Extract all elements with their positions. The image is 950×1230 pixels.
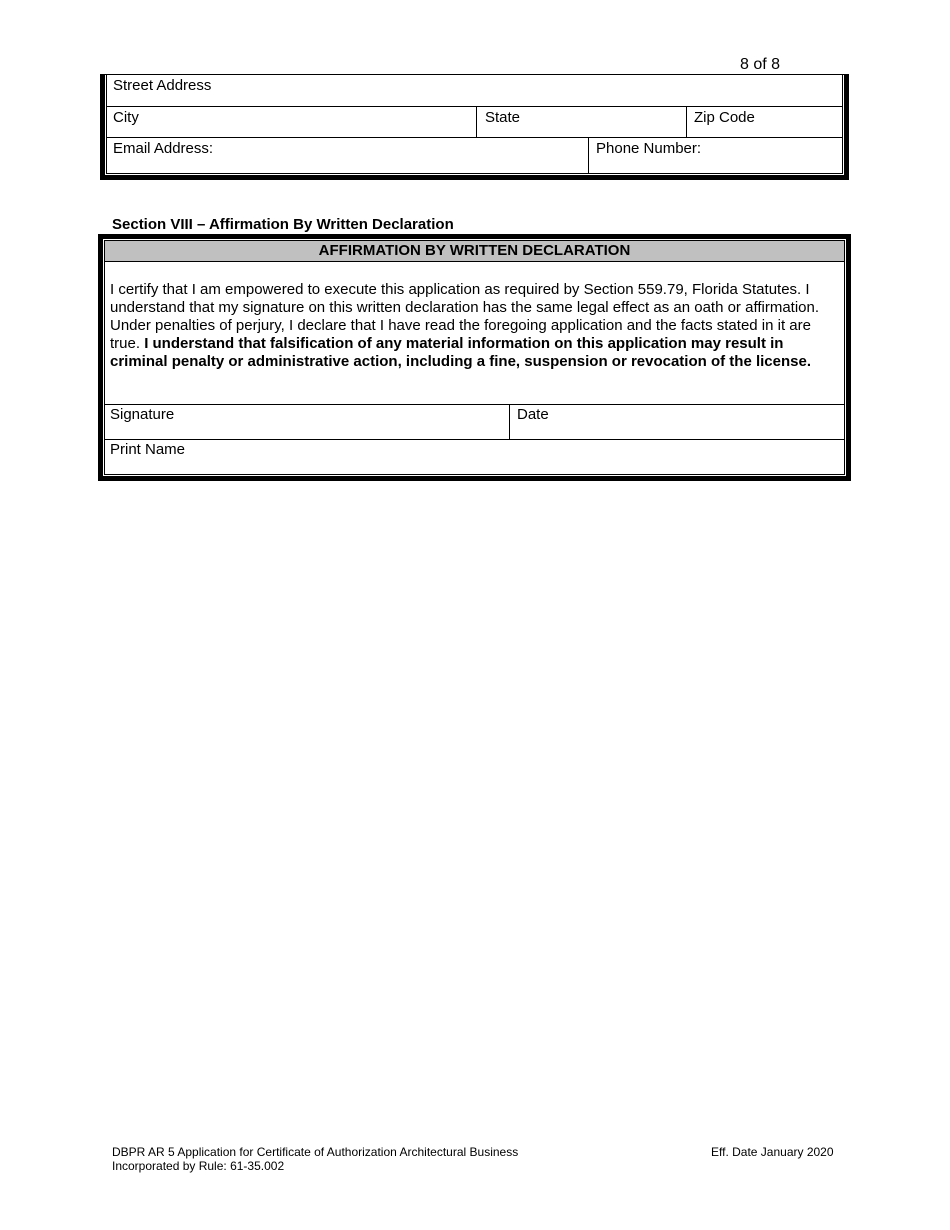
contact-address-table xyxy=(100,74,849,180)
affirmation-table xyxy=(98,234,851,481)
divider xyxy=(476,107,477,137)
footer-effective-date: Eff. Date January 2020 xyxy=(711,1145,834,1159)
street-address-field[interactable]: Street Address xyxy=(113,77,212,94)
affirmation-statement xyxy=(110,281,840,371)
email-phone-row xyxy=(107,138,842,174)
signature-field[interactable]: Signature xyxy=(110,406,175,423)
footer-form-title: DBPR AR 5 Application for Certificate of Authorization Architectural Business xyxy=(112,1145,519,1159)
phone-number-field[interactable]: Phone Number: xyxy=(596,140,702,157)
statement-warning: I understand that falsification of any material information on this application may result in criminal penalty or administrative action, including a fine, suspension or revocation of the license. xyxy=(110,335,811,370)
city-field[interactable]: City xyxy=(113,109,139,126)
divider xyxy=(686,107,687,137)
signature-date-row xyxy=(105,404,844,439)
section-heading: Section VIII – Affirmation By Written Declaration xyxy=(112,216,454,233)
print-name-row xyxy=(105,439,844,474)
statement-text: I certify that I am empowered to execute this application as required by Section 559.79, Florida Statutes. I understand that my signature on this written declaration has the same legal effect as an oath or affirmation. Under penalties of perjury, I declare that I have read the foregoing application and the facts stated in it are true. xyxy=(110,281,820,352)
print-name-field[interactable]: Print Name xyxy=(110,441,186,458)
state-field[interactable]: State xyxy=(485,109,521,126)
street-address-row xyxy=(107,75,842,107)
affirmation-title: AFFIRMATION BY WRITTEN DECLARATION xyxy=(105,241,844,262)
page-number: 8 of 8 xyxy=(740,56,781,73)
email-address-field[interactable]: Email Address: xyxy=(113,140,214,157)
footer-form-info xyxy=(112,1145,518,1173)
city-state-zip-row xyxy=(107,107,842,138)
divider xyxy=(588,138,589,174)
footer-rule: Incorporated by Rule: 61-35.002 xyxy=(112,1159,285,1173)
divider xyxy=(509,405,510,439)
zip-code-field[interactable]: Zip Code xyxy=(694,109,755,126)
date-field[interactable]: Date xyxy=(517,406,549,423)
